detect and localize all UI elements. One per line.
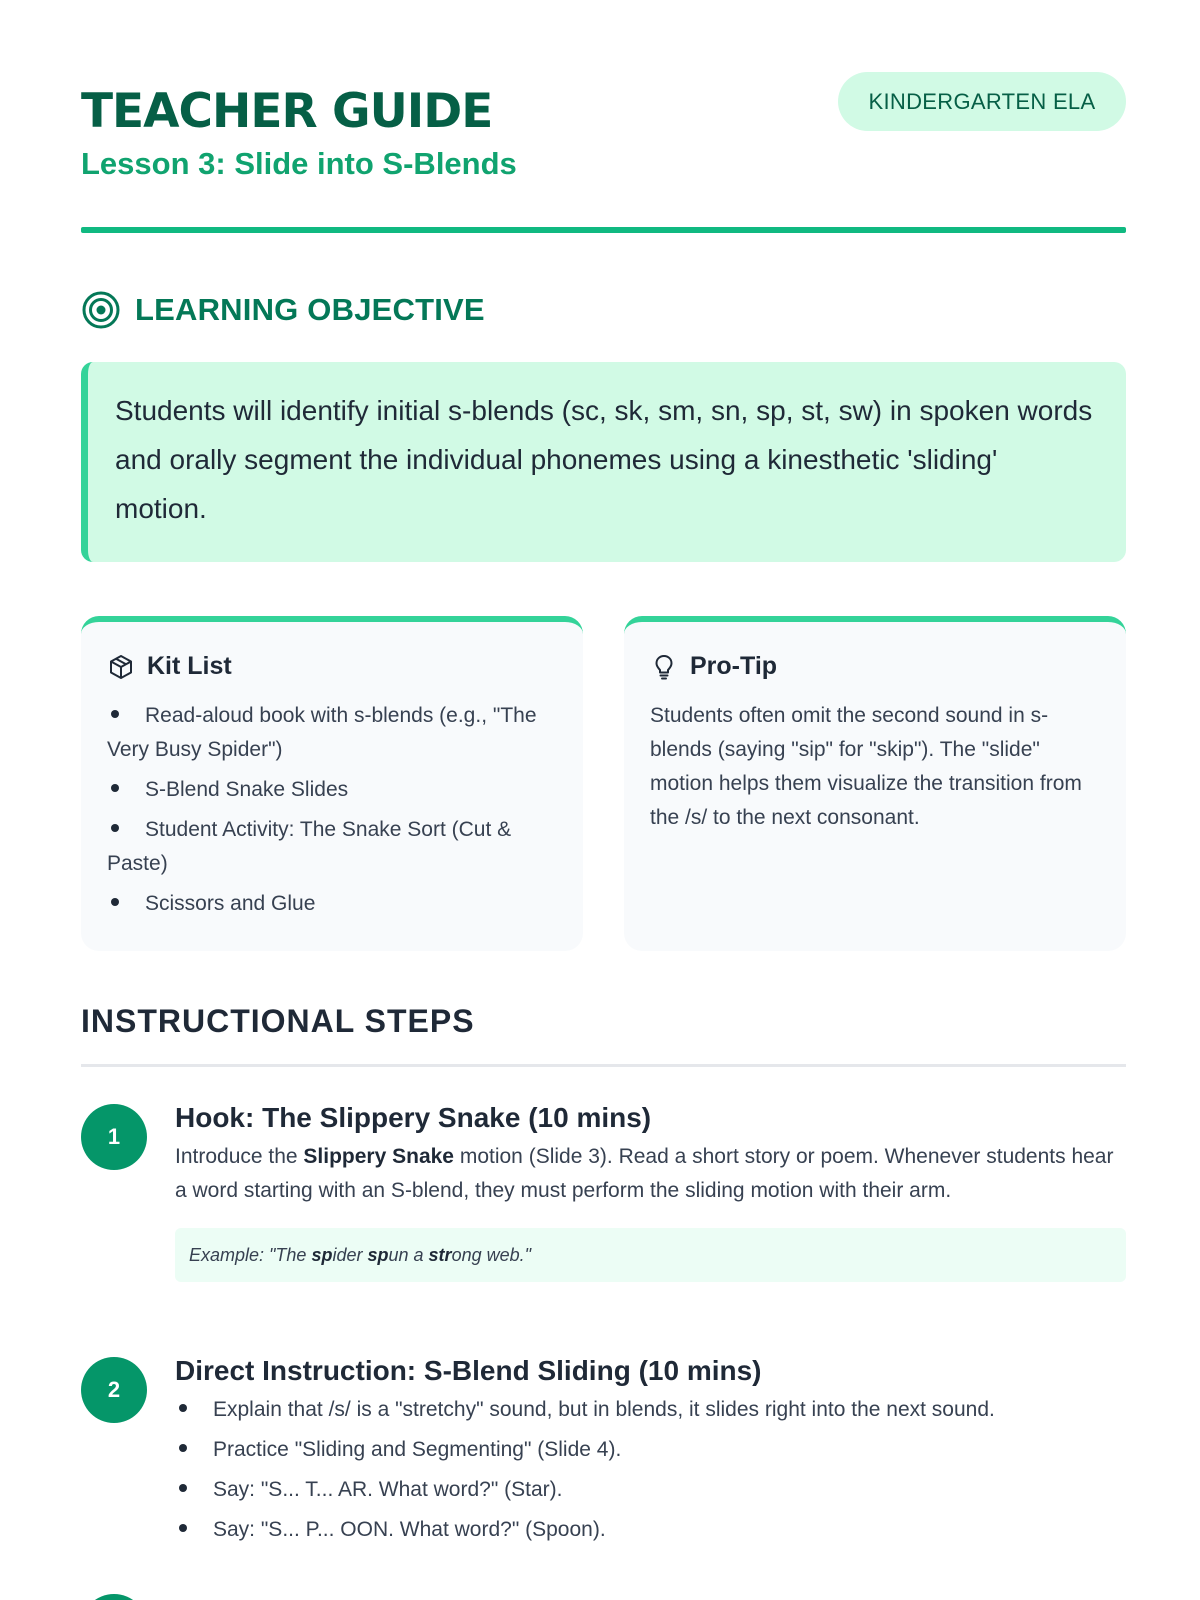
kit-list-heading [107, 652, 557, 681]
list-item: Say: "S... P... OON. What word?" (Spoon). [175, 1513, 1126, 1547]
list-item: Student Activity: The Snake Sort (Cut & Paste) [107, 818, 512, 875]
kit-list [107, 699, 557, 921]
list-item: Explain that /s/ is a "stretchy" sound, but in blends, it slides right into the next sound. [175, 1393, 1126, 1427]
step-bullet-list [175, 1393, 1126, 1547]
objective-box [81, 362, 1126, 562]
step-title: Hook: The Slippery Snake (10 mins) [175, 1102, 652, 1133]
step-number-badge-partial [81, 1594, 147, 1600]
bullet-icon [111, 710, 119, 718]
step-description: Introduce the Slippery Snake motion (Slide 3). Read a short story or poem. Whenever students hear a word starting with an S-blend, they must perform the sliding motion with their arm. [175, 1145, 1114, 1202]
grade-badge: KINDERGARTEN ELA [838, 72, 1126, 131]
bullet-icon [179, 1404, 187, 1412]
bullet-icon [179, 1444, 187, 1452]
box-icon [107, 653, 135, 681]
steps-divider [81, 1064, 1126, 1067]
example-box [175, 1228, 1126, 1282]
page-title: TEACHER GUIDE [81, 84, 493, 139]
objective-text: Students will identify initial s-blends (sc, sk, sm, sn, sp, st, sw) in spoken words and orally segment the individual phonemes using a kinesthetic 'sliding' motion. [115, 395, 1093, 524]
pro-tip-card [624, 616, 1126, 951]
bullet-icon [111, 898, 119, 906]
steps-heading: INSTRUCTIONAL STEPS [81, 1003, 475, 1039]
bullet-icon [111, 784, 119, 792]
lightbulb-icon [650, 653, 678, 681]
kit-list-card [81, 616, 583, 951]
step-body [175, 1355, 1126, 1553]
lesson-subtitle: Lesson 3: Slide into S-Blends [81, 146, 517, 181]
pro-tip-title: Pro-Tip [690, 652, 778, 680]
example-text: Example: "The spider spun a strong web." [189, 1244, 532, 1265]
step-body [175, 1102, 1126, 1282]
list-item: Practice "Sliding and Segmenting" (Slide 4). [175, 1433, 1126, 1467]
pro-tip-text: Students often omit the second sound in s-blends (saying "sip" for "skip"). The "slide" motion helps them visualize the transition from the /s/ to the next consonant. [650, 704, 1082, 829]
bullet-icon [179, 1484, 187, 1492]
list-item: Say: "S... T... AR. What word?" (Star). [175, 1473, 1126, 1507]
target-icon [81, 290, 121, 330]
objective-heading [81, 290, 485, 330]
teacher-guide-page [81, 0, 1126, 1541]
list-item: Scissors and Glue [107, 887, 557, 921]
header-divider [81, 227, 1126, 233]
step-number-badge: 2 [81, 1357, 147, 1423]
list-item: S-Blend Snake Slides [107, 773, 557, 807]
list-item: Read-aloud book with s-blends (e.g., "The Very Busy Spider") [107, 704, 537, 761]
objective-heading-label: LEARNING OBJECTIVE [135, 292, 485, 327]
kit-list-title: Kit List [147, 652, 232, 680]
bullet-icon [179, 1524, 187, 1532]
bullet-icon [111, 824, 119, 832]
step-number-badge: 1 [81, 1104, 147, 1170]
pro-tip-heading [650, 652, 1100, 681]
step-title: Direct Instruction: S-Blend Sliding (10 mins) [175, 1355, 762, 1386]
page-header [81, 0, 1126, 236]
